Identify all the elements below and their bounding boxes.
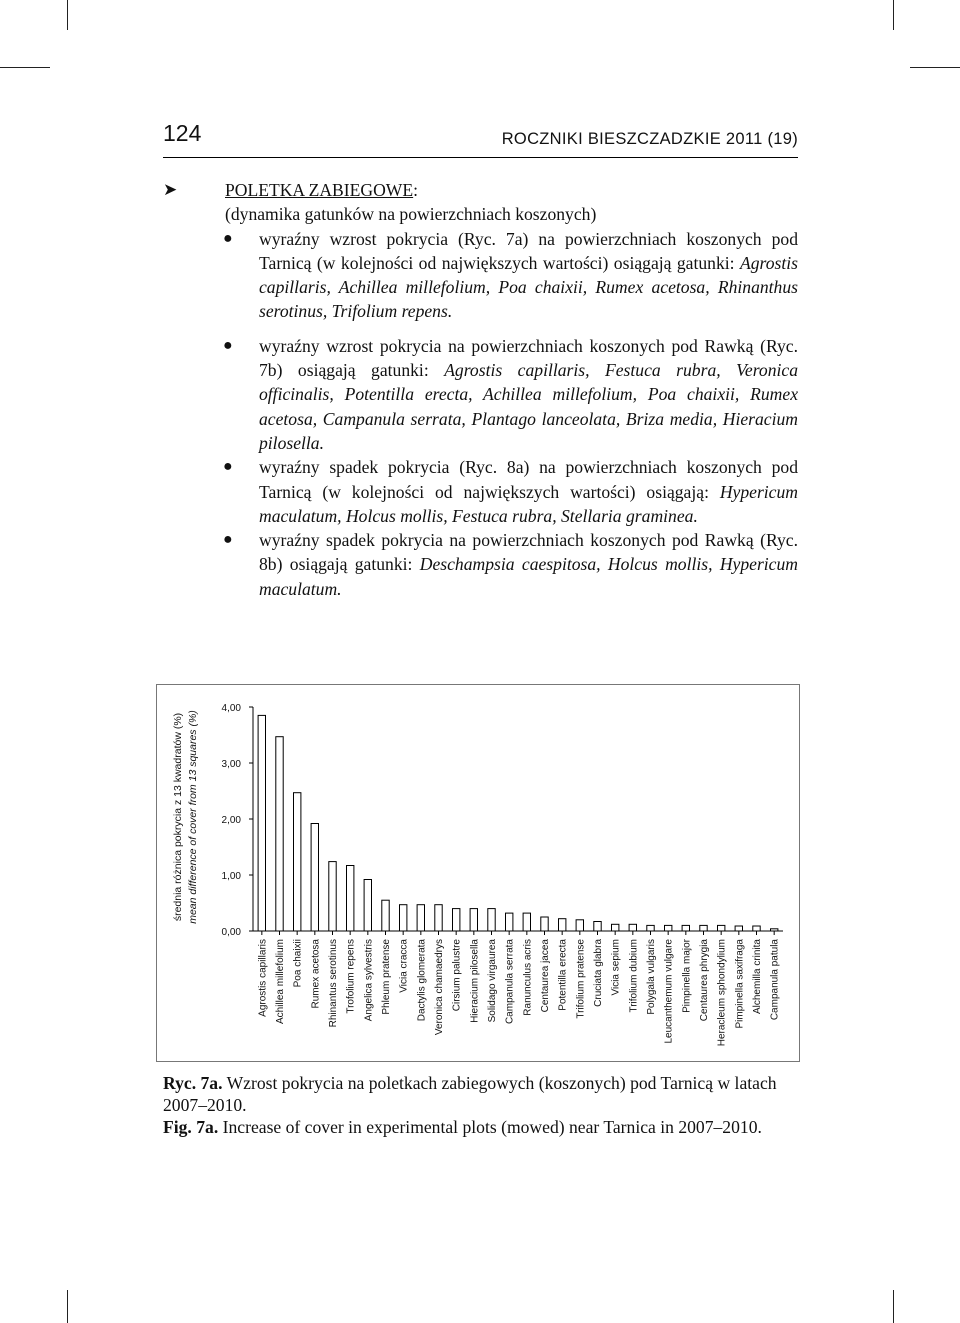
x-tick-label: Alchemilla crinita (752, 939, 763, 1015)
y-tick-label: 1,00 (221, 871, 241, 882)
chart-bar (311, 824, 318, 932)
chart-bar (453, 909, 460, 931)
bullet-icon: ● (223, 531, 233, 549)
list-item-species: Agrostis capillaris, Festuca rubra, Veronica officinalis, Potentilla erecta, Achillea millefolium, Poa chaixii, Rumex acetosa, Campanula serrata, Plantago lanceolata, Briza media, Hieracium pilosella. (259, 360, 798, 453)
section-heading (163, 178, 798, 227)
x-tick-label: Achillea millefolium (275, 939, 286, 1025)
x-tick-label: Pimpinella major (681, 939, 693, 1013)
section-title-suffix: : (413, 180, 419, 200)
x-tick-label: Poa chaixii (292, 939, 304, 988)
chart-bar (629, 924, 636, 931)
chart-bar (771, 929, 778, 931)
list-item-text: wyraźny wzrost pokrycia na powierzchniach koszonych pod Rawką (Ryc. 7b) osiągają gatunki: (259, 335, 798, 381)
chart-bar (559, 919, 566, 931)
bullet-icon: ● (223, 336, 233, 354)
x-tick-label: Cirsium palustre (451, 939, 463, 1012)
crop-mark (893, 0, 894, 30)
crop-mark (67, 1290, 68, 1323)
chart-bar (417, 905, 424, 931)
list-item-species: Deschampsia caespitosa, Holcus mollis, Hypericum maculatum. (259, 554, 798, 599)
chart-bar (276, 737, 283, 931)
chart-bar (470, 909, 477, 931)
chart-bar (506, 913, 513, 931)
chart-bar (647, 925, 654, 931)
list-item (163, 455, 798, 528)
chart-bar (576, 920, 583, 931)
chart-bar (541, 917, 548, 931)
journal-title: ROCZNIKI BIESZCZADZKIE 2011 (19) (501, 130, 798, 148)
crop-mark (910, 67, 960, 68)
list-item-text: wyraźny wzrost pokrycia (Ryc. 7a) na powierzchniach koszonych pod Tarnicą (w kolejności od największych wartości) osiągają gatunki: (259, 228, 798, 273)
list-item-species: Hypericum maculatum, Holcus mollis, Festuca rubra, Stellaria graminea. (259, 481, 798, 526)
x-tick-label: Leucanthemum vulgare (663, 939, 675, 1044)
list-item (163, 528, 798, 601)
x-tick-label: Centaurea phrygia (699, 939, 710, 1022)
x-tick-label: Trifolium dubium (628, 939, 640, 1013)
x-tick-label: Trifolium pratense (575, 939, 587, 1019)
x-tick-label: Cruciata glabra (593, 939, 604, 1007)
body-text (163, 178, 798, 601)
chart-bar (435, 905, 442, 931)
chart-bar (735, 926, 742, 931)
x-tick-label: Agrostis capillaris (257, 939, 269, 1017)
x-tick-label: Angelica sylvestris (363, 939, 375, 1022)
x-tick-label: Potentilla erecta (557, 939, 569, 1011)
x-tick-label: Pimpinella saxifraga (734, 939, 746, 1029)
section-title: POLETKA ZABIEGOWE (225, 180, 414, 200)
section-subtitle: (dynamika gatunków na powierzchniach koszonych) (225, 204, 597, 225)
y-tick-label: 2,00 (221, 815, 241, 826)
x-tick-label: Ranunculus acris (522, 939, 534, 1016)
chart-bar (294, 793, 301, 931)
x-tick-label: Campanula patula (769, 939, 781, 1021)
figure-caption (163, 1072, 803, 1138)
x-tick-label: Phleum pratense (381, 939, 392, 1015)
caption-label-en: Fig. 7a. (163, 1117, 219, 1137)
chart-bar (523, 913, 530, 931)
bullet-icon: ● (223, 229, 233, 247)
chart-bar (488, 909, 495, 931)
x-tick-label: Dactylis glomerata (416, 939, 428, 1022)
spacer (163, 324, 798, 334)
chart-bar (718, 925, 725, 931)
page-number: 124 (163, 120, 202, 146)
y-axis-label-english: mean difference of cover from 13 squares (%) (187, 710, 199, 924)
x-tick-label: Hieracium pilosella (469, 939, 481, 1023)
caption-text-en: Increase of cover in experimental plots (mowed) near Tarnica in 2007–2010. (218, 1117, 762, 1137)
bullet-icon: ● (223, 458, 233, 476)
x-tick-label: Centaurea jacea (540, 939, 551, 1013)
bar-chart (157, 685, 799, 1061)
chart-bar (329, 862, 336, 931)
list-item-species: Agrostis capillaris, Achillea millefolium, Poa chaixii, Rumex acetosa, Rhinanthus serotinus, Trifolium repens. (259, 252, 798, 322)
crop-mark (0, 67, 50, 68)
chart-bar (364, 880, 371, 932)
chart-bar (400, 905, 407, 931)
header-rule (163, 157, 798, 158)
chart-bar (665, 925, 672, 931)
crop-mark (67, 0, 68, 30)
chart-bar (594, 922, 601, 932)
x-tick-label: Vicia cracca (398, 939, 410, 993)
y-tick-label: 4,00 (221, 703, 241, 714)
caption-label-pl: Ryc. 7a. (163, 1073, 223, 1093)
y-tick-label: 0,00 (221, 927, 241, 938)
chart-bar (612, 924, 619, 931)
chart-frame (156, 684, 800, 1062)
arrow-bullet-icon: ➤ (163, 180, 178, 199)
chart-bar (347, 866, 354, 932)
x-tick-label: Polygala vulgaris (646, 939, 657, 1015)
chart-bar (382, 900, 389, 931)
list-item (163, 334, 798, 455)
x-tick-label: Vicia sepium (610, 939, 622, 996)
x-tick-label: Veronica chamaedrys (434, 939, 445, 1036)
x-tick-label: Campanula serrata (504, 939, 516, 1025)
running-head (163, 120, 798, 160)
x-tick-label: Solidago virgaurea (487, 939, 498, 1023)
y-tick-label: 3,00 (221, 759, 241, 770)
x-tick-label: Rhinantus serotinus (328, 939, 339, 1028)
chart-bar (700, 925, 707, 931)
crop-mark (893, 1290, 894, 1323)
list-item-text: wyraźny spadek pokrycia (Ryc. 8a) na powierzchniach koszonych pod Tarnicą (w kolejności od największych wartości) osiągają: (259, 457, 798, 502)
list-item-text: wyraźny spadek pokrycia na powierzchniach koszonych pod Rawką (Ryc. 8b) osiągają gatunki: (259, 530, 798, 575)
chart-bar (258, 715, 265, 931)
y-axis-label: średnia różnica pokrycia z 13 kwadratów (%) (172, 712, 184, 922)
caption-text-pl: Wzrost pokrycia na poletkach zabiegowych (koszonych) pod Tarnicą w latach 2007–2010. (163, 1073, 777, 1115)
list-item (163, 227, 798, 324)
chart-bar (753, 926, 760, 931)
chart-bar (682, 925, 689, 931)
x-tick-label: Heracleum sphondylium (716, 939, 728, 1047)
x-tick-label: Rumex acetosa (310, 939, 322, 1009)
x-tick-label: Trofolium repens (345, 939, 357, 1014)
